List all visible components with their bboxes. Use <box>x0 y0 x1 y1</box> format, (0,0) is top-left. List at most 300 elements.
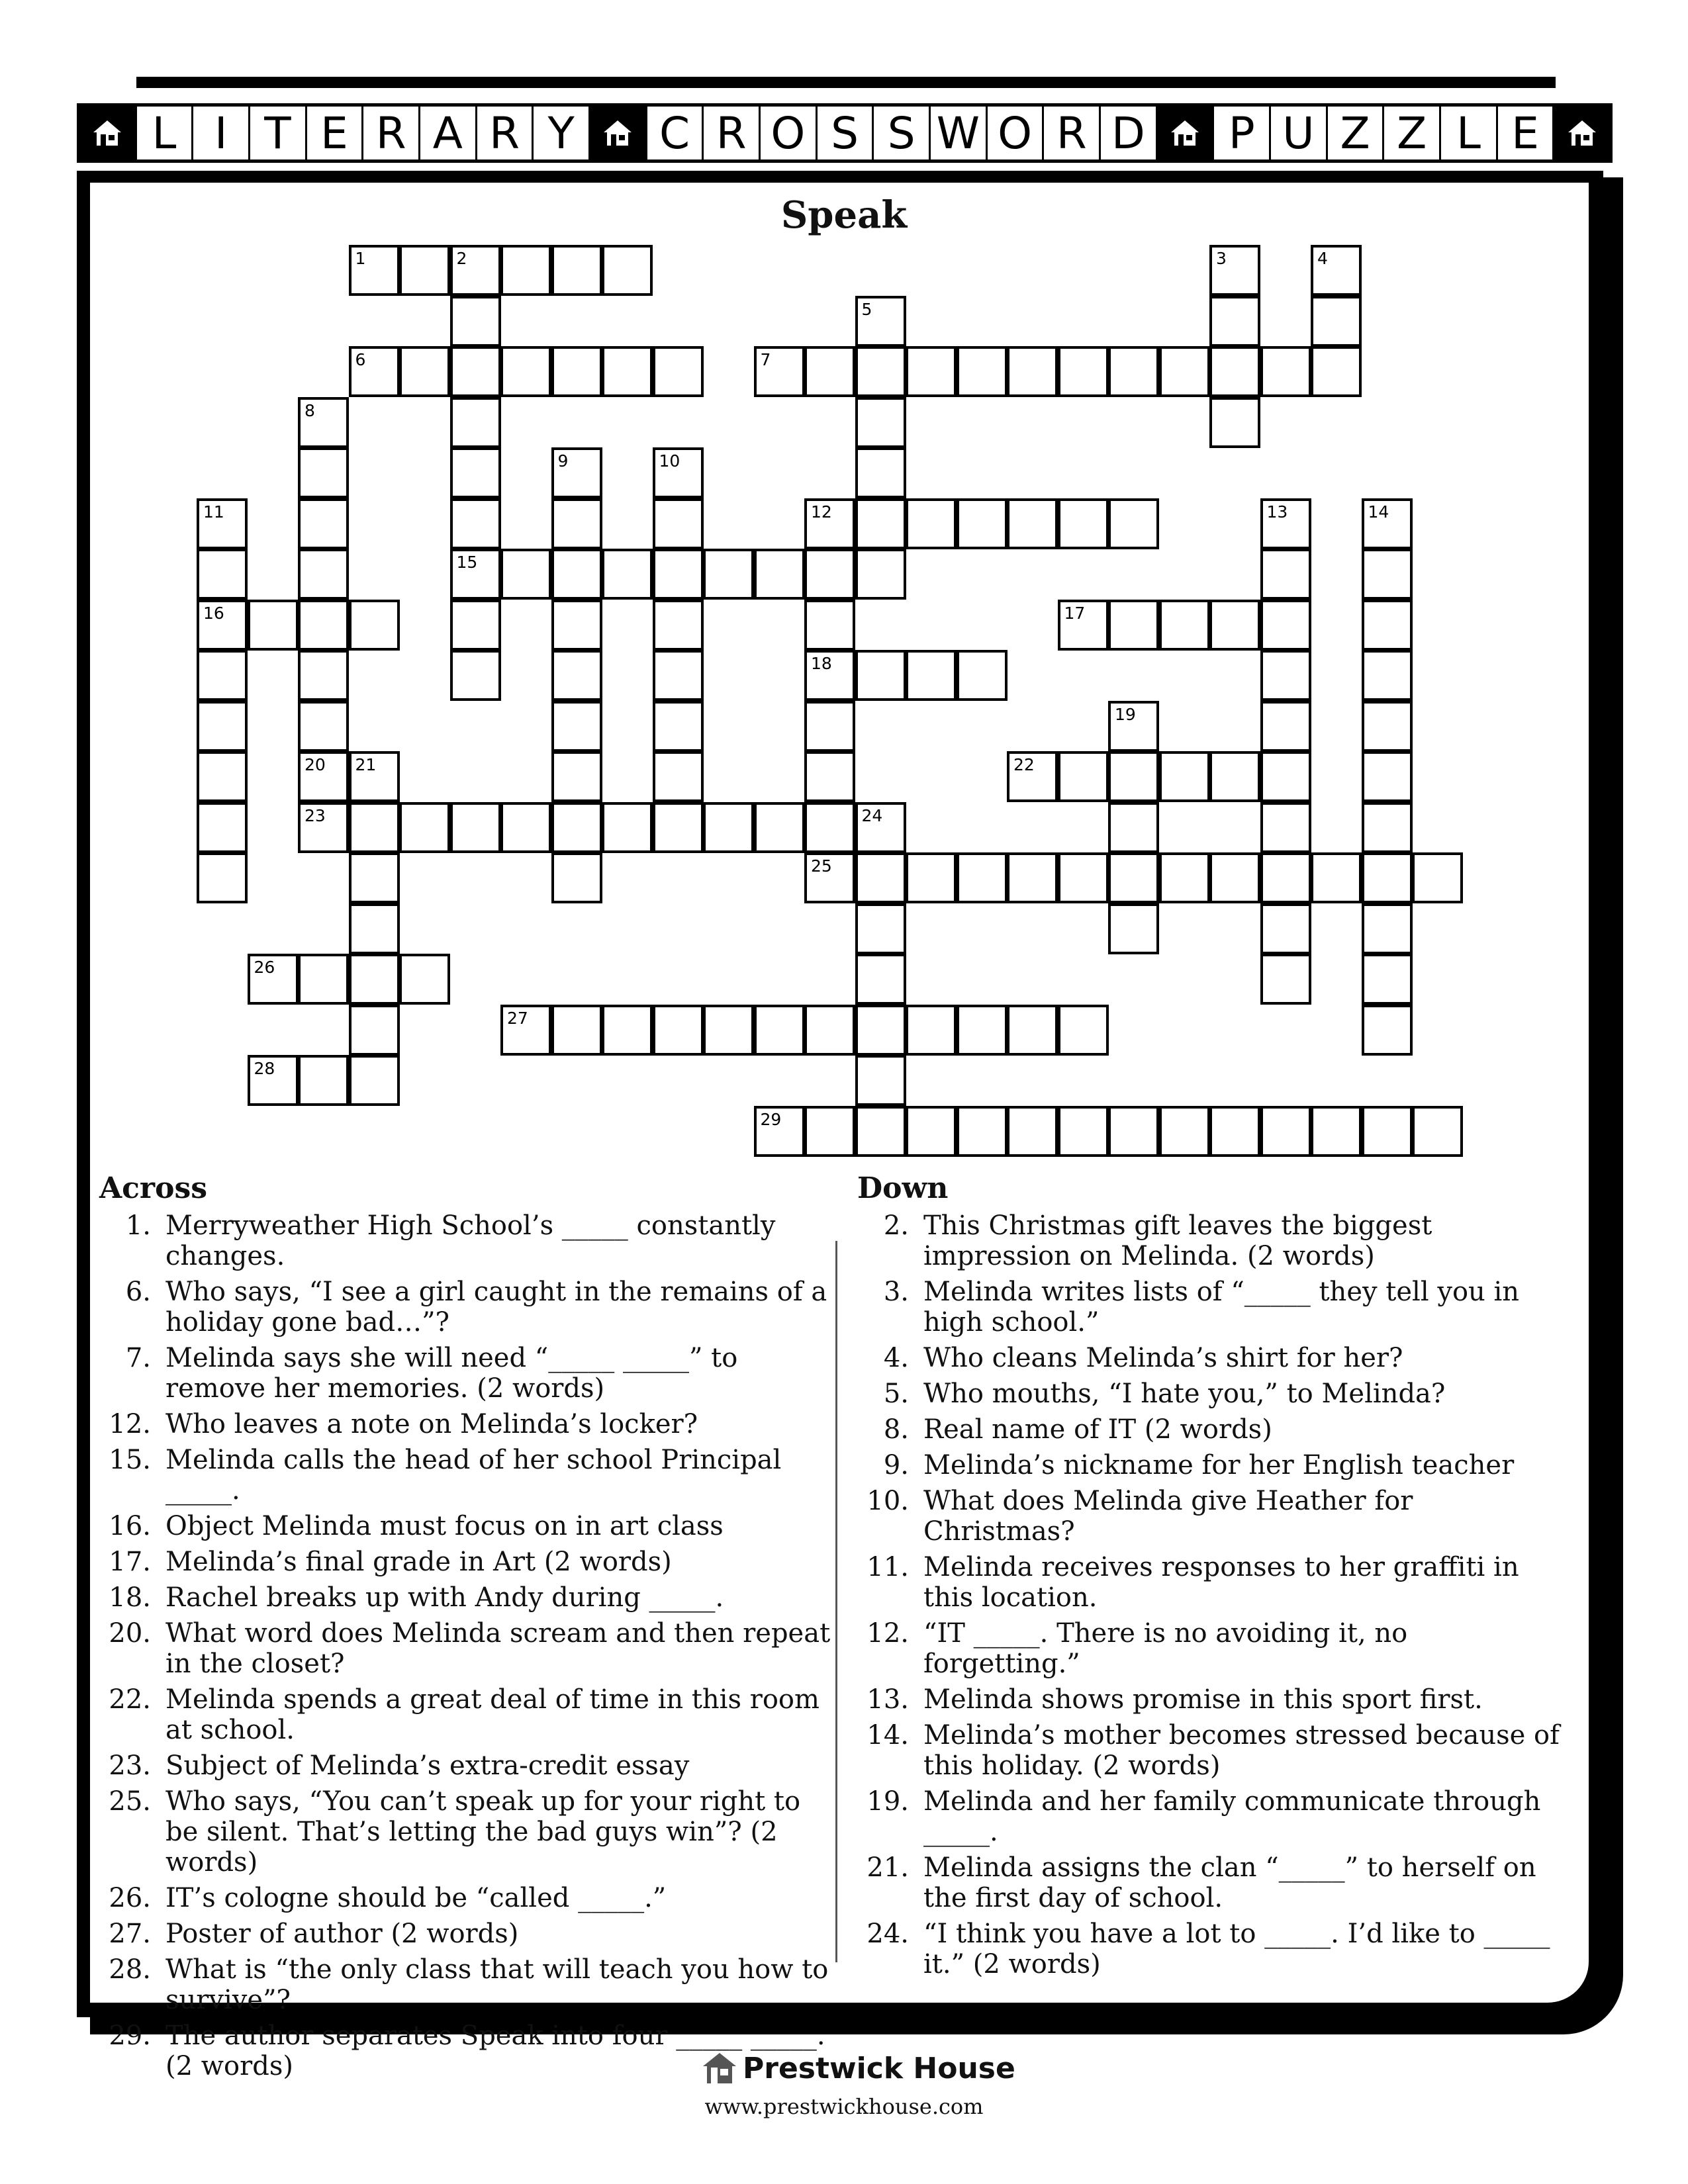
clue-num: 18. <box>109 1582 151 1613</box>
grid-square[interactable] <box>197 650 248 701</box>
grid-square[interactable] <box>703 1005 754 1056</box>
grid-square[interactable] <box>1159 600 1210 651</box>
grid-square[interactable] <box>1362 954 1413 1005</box>
grid-square[interactable] <box>298 802 349 853</box>
grid-square[interactable] <box>1209 296 1260 347</box>
grid-square[interactable] <box>804 751 855 802</box>
grid-square[interactable] <box>298 447 349 498</box>
grid-square[interactable] <box>653 751 704 802</box>
grid-square[interactable] <box>1362 1005 1413 1056</box>
down-clue <box>857 1210 1572 1271</box>
down-clue <box>857 1343 1572 1373</box>
clue-text: Melinda spends a great deal of time in this room at school. <box>165 1684 820 1745</box>
grid-square[interactable] <box>1007 1005 1058 1056</box>
grid-square[interactable] <box>1058 346 1109 397</box>
down-clues <box>857 1171 1572 1985</box>
grid-square[interactable] <box>653 650 704 701</box>
grid-square[interactable] <box>551 600 602 651</box>
banner-letter: T <box>250 107 307 159</box>
grid-square[interactable] <box>298 498 349 549</box>
across-clue <box>99 1277 834 1338</box>
grid-square[interactable] <box>349 1005 400 1056</box>
grid-square[interactable] <box>197 701 248 752</box>
grid-square[interactable] <box>298 954 349 1005</box>
grid-square[interactable] <box>754 346 805 397</box>
across-clue <box>99 1582 834 1613</box>
clue-number: 27 <box>507 1008 528 1028</box>
grid-square[interactable] <box>653 802 704 853</box>
grid-square[interactable] <box>1362 701 1413 752</box>
banner-letter: C <box>647 107 704 159</box>
clue-number: 23 <box>305 805 326 825</box>
clue-num: 8. <box>883 1414 909 1445</box>
clue-number: 28 <box>254 1059 275 1078</box>
grid-square[interactable] <box>1108 802 1159 853</box>
down-clue <box>857 1450 1572 1480</box>
house-logo-icon <box>590 107 647 159</box>
clue-num: 19. <box>867 1786 909 1817</box>
grid-square[interactable] <box>349 346 400 397</box>
grid-square[interactable] <box>906 1005 957 1056</box>
grid-square[interactable] <box>855 903 906 954</box>
grid-square[interactable] <box>1209 245 1260 296</box>
down-clue <box>857 1379 1572 1409</box>
grid-square[interactable] <box>1209 1106 1260 1157</box>
grid-square[interactable] <box>399 954 450 1005</box>
grid-square[interactable] <box>248 954 299 1005</box>
across-clue <box>99 1919 834 1949</box>
grid-square[interactable] <box>1159 1106 1210 1157</box>
grid-square[interactable] <box>1007 498 1058 549</box>
grid-square[interactable] <box>957 650 1008 701</box>
grid-square[interactable] <box>855 954 906 1005</box>
grid-square[interactable] <box>551 498 602 549</box>
grid-square[interactable] <box>1209 751 1260 802</box>
grid-square[interactable] <box>298 397 349 448</box>
grid-square[interactable] <box>906 650 957 701</box>
banner-letter: O <box>988 107 1045 159</box>
clue-num: 23. <box>109 1751 151 1781</box>
grid-square[interactable] <box>855 498 906 549</box>
grid-square[interactable] <box>298 650 349 701</box>
grid-square[interactable] <box>500 1005 551 1056</box>
clue-text: Merryweather High School’s _____ constantly changes. <box>165 1210 776 1271</box>
clue-num: 1. <box>125 1210 151 1241</box>
clue-number: 3 <box>1216 249 1227 268</box>
grid-square[interactable] <box>1362 1106 1413 1157</box>
clue-num: 5. <box>883 1379 909 1409</box>
clue-num: 29. <box>109 2021 151 2051</box>
grid-square[interactable] <box>1260 954 1311 1005</box>
grid-square[interactable] <box>1362 600 1413 651</box>
clue-number: 17 <box>1064 603 1086 623</box>
grid-square[interactable] <box>703 802 754 853</box>
grid-square[interactable] <box>551 549 602 600</box>
clue-num: 26. <box>109 1883 151 1913</box>
grid-square[interactable] <box>1007 1106 1058 1157</box>
down-clue <box>857 1720 1572 1781</box>
grid-square[interactable] <box>754 802 805 853</box>
across-clue <box>99 1751 834 1781</box>
clue-number: 16 <box>203 603 224 623</box>
grid-square[interactable] <box>1007 751 1058 802</box>
grid-square[interactable] <box>1058 852 1109 903</box>
grid-square[interactable] <box>450 549 501 600</box>
banner-letter: Z <box>1328 107 1385 159</box>
grid-square[interactable] <box>602 1005 653 1056</box>
grid-square[interactable] <box>1108 751 1159 802</box>
grid-square[interactable] <box>1311 1106 1362 1157</box>
grid-square[interactable] <box>551 447 602 498</box>
across-clue <box>99 1954 834 2015</box>
grid-square[interactable] <box>804 346 855 397</box>
grid-square[interactable] <box>450 802 501 853</box>
clue-text: Melinda receives responses to her graffiti in this location. <box>923 1552 1519 1613</box>
grid-square[interactable] <box>500 802 551 853</box>
grid-square[interactable] <box>197 751 248 802</box>
grid-square[interactable] <box>298 1055 349 1106</box>
clue-number: 2 <box>456 249 467 268</box>
grid-square[interactable] <box>855 549 906 600</box>
grid-square[interactable] <box>653 701 704 752</box>
grid-square[interactable] <box>1058 600 1109 651</box>
grid-square[interactable] <box>1108 346 1159 397</box>
clue-text: What does Melinda give Heather for Christmas? <box>923 1486 1413 1547</box>
grid-square[interactable] <box>855 447 906 498</box>
grid-square[interactable] <box>855 1005 906 1056</box>
grid-square[interactable] <box>906 346 957 397</box>
grid-square[interactable] <box>349 1055 400 1106</box>
clue-num: 24. <box>867 1919 909 1949</box>
grid-square[interactable] <box>855 1055 906 1106</box>
grid-square[interactable] <box>450 600 501 651</box>
clue-num: 7. <box>125 1343 151 1373</box>
clue-number: 25 <box>811 856 832 876</box>
grid-square[interactable] <box>450 346 501 397</box>
clue-number: 21 <box>355 755 377 774</box>
grid-square[interactable] <box>1311 245 1362 296</box>
grid-square[interactable] <box>1159 751 1210 802</box>
down-clue <box>857 1486 1572 1547</box>
clue-num: 13. <box>867 1684 909 1715</box>
grid-square[interactable] <box>450 296 501 347</box>
clue-num: 16. <box>109 1511 151 1541</box>
grid-square[interactable] <box>1209 346 1260 397</box>
grid-square[interactable] <box>298 549 349 600</box>
grid-square[interactable] <box>906 498 957 549</box>
grid-square[interactable] <box>1311 346 1362 397</box>
grid-square[interactable] <box>248 1055 299 1106</box>
grid-square[interactable] <box>1058 1106 1109 1157</box>
clue-text: Who says, “You can’t speak up for your right to be silent. That’s letting the bad guys win”? (2 words) <box>165 1786 801 1878</box>
clue-num: 25. <box>109 1786 151 1817</box>
down-clue <box>857 1618 1572 1679</box>
clue-text: Who cleans Melinda’s shirt for her? <box>923 1343 1403 1373</box>
clue-number: 24 <box>861 805 883 825</box>
grid-square[interactable] <box>551 852 602 903</box>
clue-number: 4 <box>1317 249 1328 268</box>
clue-num: 6. <box>125 1277 151 1307</box>
grid-square[interactable] <box>1311 296 1362 347</box>
grid-square[interactable] <box>653 498 704 549</box>
clue-text: Who says, “I see a girl caught in the remains of a holiday gone bad…”? <box>165 1277 827 1338</box>
grid-square[interactable] <box>1311 852 1362 903</box>
grid-square[interactable] <box>1260 650 1311 701</box>
banner-letter: A <box>420 107 477 159</box>
grid-square[interactable] <box>1260 802 1311 853</box>
grid-square[interactable] <box>957 498 1008 549</box>
grid-square[interactable] <box>197 600 248 651</box>
grid-square[interactable] <box>197 549 248 600</box>
grid-square[interactable] <box>754 1005 805 1056</box>
grid-square[interactable] <box>551 1005 602 1056</box>
banner-letter: L <box>137 107 194 159</box>
grid-square[interactable] <box>399 346 450 397</box>
grid-square[interactable] <box>1209 397 1260 448</box>
grid-square[interactable] <box>450 245 501 296</box>
grid-square[interactable] <box>450 650 501 701</box>
banner-letter: R <box>704 107 761 159</box>
clue-number: 18 <box>811 654 832 673</box>
down-clue <box>857 1552 1572 1613</box>
grid-square[interactable] <box>450 447 501 498</box>
grid-square[interactable] <box>500 346 551 397</box>
grid-square[interactable] <box>855 346 906 397</box>
grid-square[interactable] <box>349 802 400 853</box>
grid-square[interactable] <box>450 498 501 549</box>
grid-square[interactable] <box>1362 903 1413 954</box>
house-logo-icon <box>80 107 137 159</box>
clue-num: 2. <box>883 1210 909 1241</box>
across-clue <box>99 1343 834 1404</box>
grid-square[interactable] <box>602 245 653 296</box>
banner-letter: S <box>874 107 931 159</box>
grid-square[interactable] <box>349 903 400 954</box>
grid-square[interactable] <box>957 1005 1008 1056</box>
grid-square[interactable] <box>804 1106 855 1157</box>
grid-square[interactable] <box>653 549 704 600</box>
grid-square[interactable] <box>602 802 653 853</box>
clue-text: What word does Melinda scream and then repeat in the closet? <box>165 1618 831 1679</box>
grid-square[interactable] <box>754 1106 805 1157</box>
grid-square[interactable] <box>1260 1106 1311 1157</box>
grid-square[interactable] <box>1007 346 1058 397</box>
grid-square[interactable] <box>653 346 704 397</box>
clue-number: 10 <box>659 451 680 471</box>
clue-number: 11 <box>203 502 224 522</box>
across-clue <box>99 1445 834 1506</box>
grid-square[interactable] <box>855 802 906 853</box>
clue-num: 4. <box>883 1343 909 1373</box>
banner-letter: P <box>1214 107 1271 159</box>
grid-square[interactable] <box>349 852 400 903</box>
grid-square[interactable] <box>551 245 602 296</box>
across-clue <box>99 1684 834 1745</box>
grid-square[interactable] <box>1209 852 1260 903</box>
banner-letter: E <box>1498 107 1555 159</box>
grid-square[interactable] <box>906 1106 957 1157</box>
grid-square[interactable] <box>804 549 855 600</box>
clue-number: 6 <box>355 350 366 369</box>
clue-text: Melinda writes lists of “_____ they tell you in high school.” <box>923 1277 1520 1338</box>
grid-square[interactable] <box>1260 600 1311 651</box>
grid-square[interactable] <box>349 954 400 1005</box>
clue-number: 15 <box>456 553 478 572</box>
grid-square[interactable] <box>349 245 400 296</box>
grid-square[interactable] <box>1412 1106 1463 1157</box>
grid-square[interactable] <box>551 346 602 397</box>
grid-square[interactable] <box>804 802 855 853</box>
grid-square[interactable] <box>551 701 602 752</box>
grid-square[interactable] <box>1362 802 1413 853</box>
column-divider <box>835 1241 837 1962</box>
grid-square[interactable] <box>1412 852 1463 903</box>
grid-square[interactable] <box>855 397 906 448</box>
grid-square[interactable] <box>957 346 1008 397</box>
grid-square[interactable] <box>551 802 602 853</box>
clue-text: Object Melinda must focus on in art class <box>165 1511 724 1541</box>
clue-text: Who mouths, “I hate you,” to Melinda? <box>923 1379 1446 1409</box>
grid-square[interactable] <box>804 600 855 651</box>
clue-text: Melinda assigns the clan “_____” to herself on the first day of school. <box>923 1852 1536 1913</box>
grid-square[interactable] <box>855 296 906 347</box>
clue-num: 22. <box>109 1684 151 1715</box>
grid-square[interactable] <box>602 346 653 397</box>
house-logo-icon <box>702 2050 737 2086</box>
grid-square[interactable] <box>197 852 248 903</box>
banner-letter: U <box>1271 107 1328 159</box>
grid-square[interactable] <box>1108 1106 1159 1157</box>
banner-letter: R <box>1044 107 1101 159</box>
grid-square[interactable] <box>1362 852 1413 903</box>
grid-square[interactable] <box>804 498 855 549</box>
clue-number: 13 <box>1266 502 1288 522</box>
grid-square[interactable] <box>1108 600 1159 651</box>
grid-square[interactable] <box>1108 498 1159 549</box>
across-heading: Across <box>99 1171 208 1205</box>
banner-letter: E <box>307 107 364 159</box>
grid-square[interactable] <box>1108 852 1159 903</box>
down-clue <box>857 1414 1572 1445</box>
grid-square[interactable] <box>804 1005 855 1056</box>
grid-square[interactable] <box>855 650 906 701</box>
clue-text: Melinda’s mother becomes stressed because of this holiday. (2 words) <box>923 1720 1560 1781</box>
grid-square[interactable] <box>1260 852 1311 903</box>
grid-square[interactable] <box>1058 751 1109 802</box>
grid-square[interactable] <box>1260 751 1311 802</box>
grid-square[interactable] <box>399 802 450 853</box>
down-clue <box>857 1684 1572 1715</box>
grid-square[interactable] <box>500 245 551 296</box>
grid-square[interactable] <box>703 549 754 600</box>
grid-square[interactable] <box>298 701 349 752</box>
banner-letter: W <box>931 107 988 159</box>
clue-text: Melinda says she will need “_____ _____” to remove her memories. (2 words) <box>165 1343 738 1404</box>
banner-letter: R <box>477 107 534 159</box>
puzzle-title: Speak <box>780 193 908 237</box>
grid-square[interactable] <box>1058 498 1109 549</box>
grid-square[interactable] <box>1362 751 1413 802</box>
clue-num: 14. <box>867 1720 909 1751</box>
grid-square[interactable] <box>602 549 653 600</box>
grid-square[interactable] <box>1362 549 1413 600</box>
grid-square[interactable] <box>957 1106 1008 1157</box>
grid-square[interactable] <box>450 397 501 448</box>
grid-square[interactable] <box>1260 701 1311 752</box>
grid-square[interactable] <box>551 650 602 701</box>
clue-num: 27. <box>109 1919 151 1949</box>
grid-square[interactable] <box>653 600 704 651</box>
grid-square[interactable] <box>298 751 349 802</box>
grid-square[interactable] <box>906 852 957 903</box>
grid-square[interactable] <box>1260 346 1311 397</box>
grid-square[interactable] <box>855 1106 906 1157</box>
grid-square[interactable] <box>804 852 855 903</box>
grid-square[interactable] <box>1260 549 1311 600</box>
clue-num: 17. <box>109 1547 151 1577</box>
grid-square[interactable] <box>1260 903 1311 954</box>
grid-square[interactable] <box>804 650 855 701</box>
grid-square[interactable] <box>804 701 855 752</box>
banner-letter: D <box>1101 107 1158 159</box>
grid-square[interactable] <box>349 600 400 651</box>
clue-num: 12. <box>867 1618 909 1649</box>
clue-number: 22 <box>1013 755 1035 774</box>
clue-number: 1 <box>355 249 366 268</box>
grid-square[interactable] <box>298 600 349 651</box>
grid-square[interactable] <box>653 447 704 498</box>
grid-square[interactable] <box>1362 650 1413 701</box>
publisher-name: Prestwick House <box>743 2051 1015 2085</box>
across-clue <box>99 1210 834 1271</box>
grid-square[interactable] <box>349 751 400 802</box>
grid-square[interactable] <box>1108 701 1159 752</box>
grid-square[interactable] <box>1159 852 1210 903</box>
down-clue <box>857 1786 1572 1847</box>
grid-square[interactable] <box>957 852 1008 903</box>
banner-letter: L <box>1441 107 1498 159</box>
grid-square[interactable] <box>1260 498 1311 549</box>
grid-square[interactable] <box>248 600 299 651</box>
grid-square[interactable] <box>399 245 450 296</box>
clue-text: This Christmas gift leaves the biggest impression on Melinda. (2 words) <box>923 1210 1432 1271</box>
grid-square[interactable] <box>1108 903 1159 954</box>
clue-text: Melinda and her family communicate through _____. <box>923 1786 1541 1847</box>
clue-num: 20. <box>109 1618 151 1649</box>
banner-letter: Y <box>534 107 590 159</box>
grid-square[interactable] <box>1058 1005 1109 1056</box>
grid-square[interactable] <box>1159 346 1210 397</box>
clue-number: 14 <box>1368 502 1389 522</box>
grid-square[interactable] <box>653 1005 704 1056</box>
across-clue <box>99 1547 834 1577</box>
clue-num: 11. <box>867 1552 909 1582</box>
grid-square[interactable] <box>1007 852 1058 903</box>
grid-square[interactable] <box>1362 498 1413 549</box>
grid-square[interactable] <box>754 549 805 600</box>
grid-square[interactable] <box>855 852 906 903</box>
grid-square[interactable] <box>197 802 248 853</box>
clue-text: Subject of Melinda’s extra-credit essay <box>165 1751 690 1781</box>
clue-number: 12 <box>811 502 832 522</box>
grid-square[interactable] <box>551 751 602 802</box>
grid-square[interactable] <box>500 549 551 600</box>
clue-text: Real name of IT (2 words) <box>923 1414 1272 1445</box>
clue-num: 9. <box>883 1450 909 1480</box>
clue-text: Rachel breaks up with Andy during _____. <box>165 1582 724 1613</box>
grid-square[interactable] <box>197 498 248 549</box>
grid-square[interactable] <box>1209 600 1260 651</box>
